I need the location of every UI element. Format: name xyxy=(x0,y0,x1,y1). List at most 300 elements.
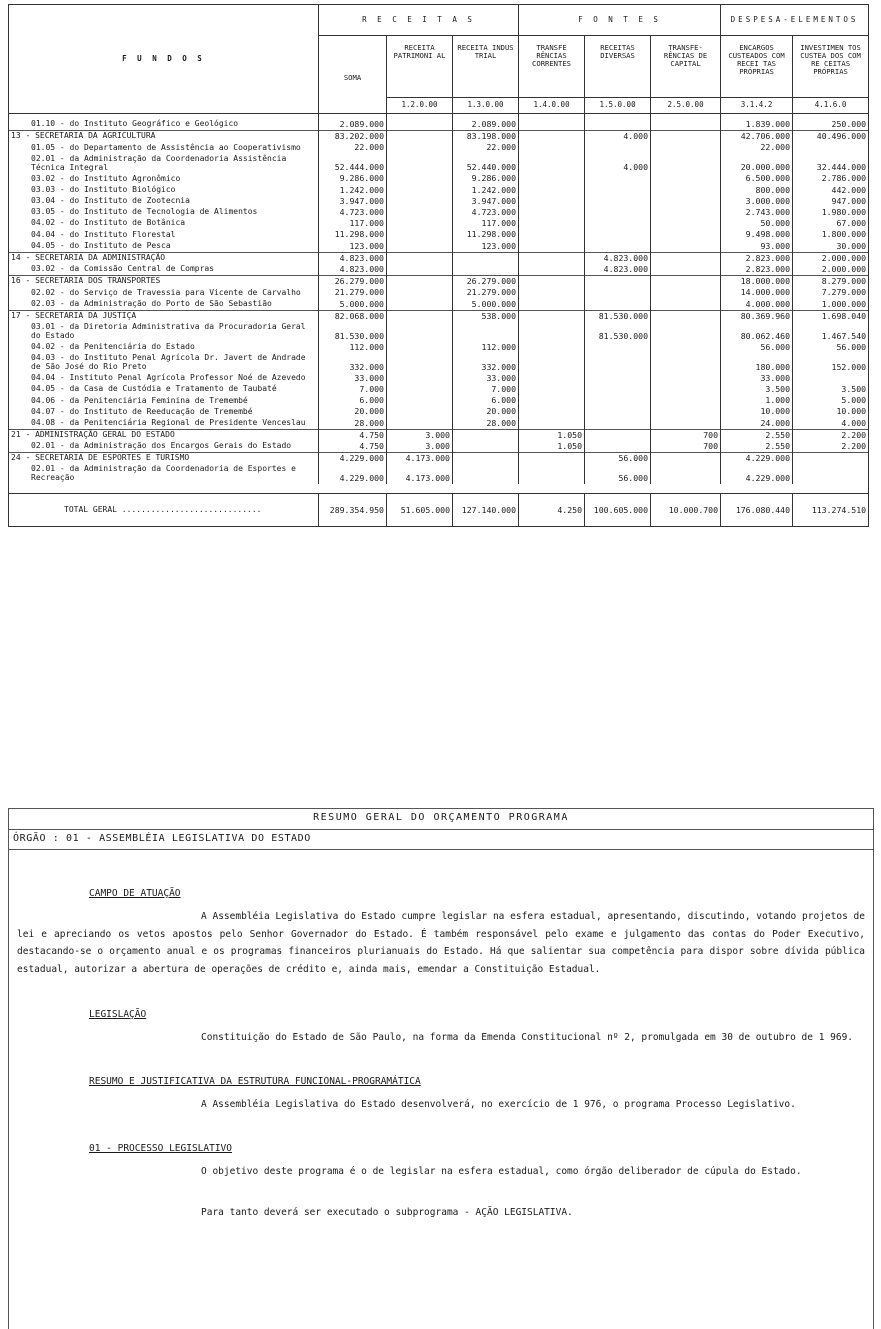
cell-inv: 40.496.000 xyxy=(793,131,869,143)
receitas-header: R E C E I T A S xyxy=(319,5,519,36)
cell-cap xyxy=(651,464,721,484)
cell-div xyxy=(585,173,651,184)
total-diversas: 100.605.000 xyxy=(585,494,651,527)
cell-enc: 24.000 xyxy=(721,418,793,430)
cell-patr xyxy=(387,131,453,143)
cell-soma: 6.000 xyxy=(319,395,387,406)
cell-cap xyxy=(651,207,721,218)
cell-cap xyxy=(651,373,721,384)
cell-soma: 117.000 xyxy=(319,218,387,229)
cell-cap xyxy=(651,342,721,353)
campo-heading: CAMPO DE ATUAÇÃO xyxy=(89,888,181,899)
cell-tc xyxy=(519,322,585,342)
cell-ind: 83.198.000 xyxy=(453,131,519,143)
table-row xyxy=(9,276,869,288)
cell-patr xyxy=(387,310,453,322)
cell-soma: 82.068.000 xyxy=(319,310,387,322)
cell-patr xyxy=(387,395,453,406)
cell-enc: 4.000.000 xyxy=(721,299,793,311)
processo-heading: 01 - PROCESSO LEGISLATIVO xyxy=(89,1143,232,1154)
table-row xyxy=(9,241,869,253)
code-transf-capital: 2.5.0.00 xyxy=(651,98,721,114)
table-row xyxy=(9,207,869,218)
cell-patr: 3.000 xyxy=(387,429,453,441)
cell-ind: 28.000 xyxy=(453,418,519,430)
cell-enc: 2.550 xyxy=(721,441,793,453)
cell-enc: 42.706.000 xyxy=(721,131,793,143)
cell-ind: 123.000 xyxy=(453,241,519,253)
fundo-label: 02.01 - da Administração da Coordenadoria Assistência Técnica Integral xyxy=(9,154,319,174)
cell-tc xyxy=(519,252,585,264)
cell-enc: 3.500 xyxy=(721,384,793,395)
fundo-label: 03.02 - da Comissão Central de Compras xyxy=(9,264,319,276)
total-industrial: 127.140.000 xyxy=(453,494,519,527)
fundos-body xyxy=(9,114,869,527)
cell-inv: 30.000 xyxy=(793,241,869,253)
fundo-label: 03.03 - do Instituto Biológico xyxy=(9,185,319,196)
fundo-label: 03.04 - do Instituto de Zootecnia xyxy=(9,196,319,207)
cell-soma: 81.530.000 xyxy=(319,322,387,342)
cell-inv: 1.698.040 xyxy=(793,310,869,322)
cell-soma: 7.000 xyxy=(319,384,387,395)
cell-cap xyxy=(651,322,721,342)
cell-div: 81.530.000 xyxy=(585,322,651,342)
fontes-header: F O N T E S xyxy=(519,5,721,36)
cell-div xyxy=(585,229,651,240)
cell-div xyxy=(585,196,651,207)
cell-div xyxy=(585,114,651,131)
cell-inv: 67.000 xyxy=(793,218,869,229)
table-row xyxy=(9,131,869,143)
table-row xyxy=(9,429,869,441)
table-row xyxy=(9,299,869,311)
cell-enc: 180.000 xyxy=(721,353,793,373)
code-encargos: 3.1.4.2 xyxy=(721,98,793,114)
cell-div xyxy=(585,418,651,430)
cell-cap xyxy=(651,395,721,406)
total-row xyxy=(9,494,869,527)
fundos-header: F U N D O S xyxy=(9,5,319,114)
cell-div: 56.000 xyxy=(585,453,651,465)
estrutura-paragraph: A Assembléia Legislativa do Estado desenvolverá, no exercício de 1 976, o programa Processo Legislativo. xyxy=(201,1099,796,1110)
cell-enc: 22.000 xyxy=(721,142,793,153)
table-row xyxy=(9,464,869,484)
cell-patr xyxy=(387,154,453,174)
cell-patr xyxy=(387,207,453,218)
cell-patr xyxy=(387,418,453,430)
cell-ind: 332.000 xyxy=(453,353,519,373)
cell-tc xyxy=(519,196,585,207)
cell-patr xyxy=(387,173,453,184)
cell-patr xyxy=(387,264,453,276)
table-row xyxy=(9,229,869,240)
cell-soma: 3.947.000 xyxy=(319,196,387,207)
cell-tc xyxy=(519,185,585,196)
cell-patr: 4.173.000 xyxy=(387,464,453,484)
cell-inv: 1.467.540 xyxy=(793,322,869,342)
cell-soma: 26.279.000 xyxy=(319,276,387,288)
cell-ind xyxy=(453,441,519,453)
divider xyxy=(9,849,873,850)
cell-soma: 1.242.000 xyxy=(319,185,387,196)
cell-div: 4.823.000 xyxy=(585,264,651,276)
fundo-label: 14 - SECRETARIA DA ADMINISTRAÇÃO xyxy=(9,252,319,264)
cell-ind xyxy=(453,322,519,342)
rec-diversas-header: RECEITAS DIVERSAS xyxy=(585,36,651,98)
cell-enc: 800.000 xyxy=(721,185,793,196)
table-row xyxy=(9,252,869,264)
cell-enc: 4.229.000 xyxy=(721,464,793,484)
cell-ind xyxy=(453,429,519,441)
cell-cap xyxy=(651,264,721,276)
cell-soma: 4.723.000 xyxy=(319,207,387,218)
cell-tc xyxy=(519,131,585,143)
cell-patr xyxy=(387,196,453,207)
cell-cap xyxy=(651,196,721,207)
cell-enc: 3.000.000 xyxy=(721,196,793,207)
total-investimentos: 113.274.510 xyxy=(793,494,869,527)
cell-inv: 4.000 xyxy=(793,418,869,430)
cell-tc xyxy=(519,373,585,384)
cell-div: 4.000 xyxy=(585,154,651,174)
cell-ind: 52.440.000 xyxy=(453,154,519,174)
cell-inv: 3.500 xyxy=(793,384,869,395)
cell-soma: 4.823.000 xyxy=(319,252,387,264)
cell-enc: 80.369.960 xyxy=(721,310,793,322)
cell-cap: 700 xyxy=(651,429,721,441)
rec-industrial-header: RECEITA INDUS TRIAL xyxy=(453,36,519,98)
estrutura-heading: RESUMO E JUSTIFICATIVA DA ESTRUTURA FUNCIONAL-PROGRAMÁTICA xyxy=(89,1076,421,1087)
fundo-label: 04.02 - da Penitenciária do Estado xyxy=(9,342,319,353)
cell-inv xyxy=(793,464,869,484)
spacer-row-bottom xyxy=(9,484,869,494)
cell-cap xyxy=(651,218,721,229)
table-row xyxy=(9,342,869,353)
cell-cap xyxy=(651,353,721,373)
cell-inv: 10.000 xyxy=(793,406,869,417)
cell-enc: 50.000 xyxy=(721,218,793,229)
fundo-label: 02.01 - da Administração dos Encargos Gerais do Estado xyxy=(9,441,319,453)
cell-patr xyxy=(387,384,453,395)
cell-div xyxy=(585,299,651,311)
cell-tc xyxy=(519,241,585,253)
cell-ind: 20.000 xyxy=(453,406,519,417)
cell-tc xyxy=(519,287,585,298)
table-row xyxy=(9,196,869,207)
fundo-label: 04.04 - Instituto Penal Agrícola Professor Noé de Azevedo xyxy=(9,373,319,384)
cell-tc xyxy=(519,207,585,218)
cell-ind: 538.000 xyxy=(453,310,519,322)
total-patrimonial: 51.605.000 xyxy=(387,494,453,527)
cell-div xyxy=(585,373,651,384)
fundo-label: 16 - SECRETARIA DOS TRANSPORTES xyxy=(9,276,319,288)
cell-patr xyxy=(387,252,453,264)
cell-cap xyxy=(651,142,721,153)
cell-cap xyxy=(651,406,721,417)
table-row xyxy=(9,395,869,406)
cell-ind: 4.723.000 xyxy=(453,207,519,218)
cell-inv xyxy=(793,142,869,153)
code-diversas: 1.5.0.00 xyxy=(585,98,651,114)
rec-patrimonial-header: RECEITA PATRIMONI AL xyxy=(387,36,453,98)
fundo-label: 21 - ADMINISTRAÇÃO GERAL DO ESTADO xyxy=(9,429,319,441)
table-row xyxy=(9,264,869,276)
cell-soma: 123.000 xyxy=(319,241,387,253)
cell-soma: 4.750 xyxy=(319,441,387,453)
cell-inv: 1.800.000 xyxy=(793,229,869,240)
total-transf-capital: 10.000.700 xyxy=(651,494,721,527)
cell-cap xyxy=(651,384,721,395)
campo-paragraph: A Assembléia Legislativa do Estado cumpre legislar na esfera estadual, apresentando, discutindo, votando projetos de lei e apreciando os vetos apostos pelo Senhor Governador do Estado. É também responsável pelo exame e julgamento das contas do Poder Executivo, destacando-se o orçamento anual e os programas financeiros plurianuais do Estado. Há que salientar sua competência para dispor sobre dívida pública estadual, autorizar a abertura de operações de crédito e, ainda mais, emendar a Constituição Estadual. xyxy=(17,911,865,975)
resumo-geral-section xyxy=(8,808,874,1329)
cell-enc: 1.839.000 xyxy=(721,114,793,131)
cell-inv: 2.200 xyxy=(793,441,869,453)
fundo-label: 04.08 - da Penitenciária Regional de Presidente Venceslau xyxy=(9,418,319,430)
cell-soma: 21.279.000 xyxy=(319,287,387,298)
cell-soma: 9.286.000 xyxy=(319,173,387,184)
cell-inv: 1.000.000 xyxy=(793,299,869,311)
cell-cap xyxy=(651,114,721,131)
cell-patr xyxy=(387,406,453,417)
cell-soma: 20.000 xyxy=(319,406,387,417)
cell-tc xyxy=(519,142,585,153)
table-row xyxy=(9,418,869,430)
cell-soma: 4.750 xyxy=(319,429,387,441)
total-label: TOTAL GERAL ............................. xyxy=(9,494,319,527)
cell-enc: 14.000.000 xyxy=(721,287,793,298)
cell-ind xyxy=(453,264,519,276)
cell-inv: 1.980.000 xyxy=(793,207,869,218)
cell-enc: 1.000 xyxy=(721,395,793,406)
cell-enc: 4.229.000 xyxy=(721,453,793,465)
cell-ind xyxy=(453,252,519,264)
cell-ind: 7.000 xyxy=(453,384,519,395)
cell-soma: 33.000 xyxy=(319,373,387,384)
cell-cap xyxy=(651,185,721,196)
despesa-header: DESPESA-ELEMENTOS xyxy=(721,5,869,36)
cell-tc xyxy=(519,395,585,406)
fundo-label: 01.05 - do Departamento de Assistência ao Cooperativismo xyxy=(9,142,319,153)
cell-ind: 112.000 xyxy=(453,342,519,353)
cell-enc: 2.823.000 xyxy=(721,252,793,264)
cell-div xyxy=(585,342,651,353)
cell-ind: 117.000 xyxy=(453,218,519,229)
processo-paragraph: O objetivo deste programa é o de legislar na esfera estadual, como órgão deliberador de cúpula do Estado. xyxy=(201,1166,802,1177)
resumo-title: RESUMO GERAL DO ORÇAMENTO PROGRAMA xyxy=(313,812,569,823)
cell-inv: 152.000 xyxy=(793,353,869,373)
fundo-label: 13 - SECRETARIA DA AGRICULTURA xyxy=(9,131,319,143)
cell-cap xyxy=(651,299,721,311)
cell-tc xyxy=(519,114,585,131)
cell-ind: 2.089.000 xyxy=(453,114,519,131)
cell-tc xyxy=(519,154,585,174)
legislacao-paragraph: Constituição do Estado de São Paulo, na forma da Emenda Constitucional nº 2, promulgada em 30 de outubro de 1 969. xyxy=(201,1032,854,1043)
cell-tc xyxy=(519,464,585,484)
cell-soma: 332.000 xyxy=(319,353,387,373)
cell-div xyxy=(585,429,651,441)
cell-inv: 2.000.000 xyxy=(793,252,869,264)
cell-cap xyxy=(651,173,721,184)
cell-div: 81.530.000 xyxy=(585,310,651,322)
cell-ind: 1.242.000 xyxy=(453,185,519,196)
cell-patr: 3.000 xyxy=(387,441,453,453)
cell-inv: 2.000.000 xyxy=(793,264,869,276)
fundo-label: 02.03 - da Administração do Porto de São Sebastião xyxy=(9,299,319,311)
cell-ind: 21.279.000 xyxy=(453,287,519,298)
cell-cap xyxy=(651,276,721,288)
fundos-table xyxy=(8,4,869,527)
cell-soma: 4.229.000 xyxy=(319,453,387,465)
table-row xyxy=(9,384,869,395)
table-row xyxy=(9,173,869,184)
fundo-label: 04.07 - do Instituto de Reeducação de Tremembé xyxy=(9,406,319,417)
code-patrimonial: 1.2.0.00 xyxy=(387,98,453,114)
table-row xyxy=(9,142,869,153)
cell-inv: 5.000 xyxy=(793,395,869,406)
cell-ind: 11.298.000 xyxy=(453,229,519,240)
cell-tc xyxy=(519,342,585,353)
cell-inv: 8.279.000 xyxy=(793,276,869,288)
table-row xyxy=(9,310,869,322)
cell-tc xyxy=(519,173,585,184)
cell-div xyxy=(585,207,651,218)
cell-tc: 1.050 xyxy=(519,429,585,441)
total-soma: 289.354.950 xyxy=(319,494,387,527)
cell-soma: 83.202.000 xyxy=(319,131,387,143)
cell-inv xyxy=(793,373,869,384)
cell-div xyxy=(585,406,651,417)
cell-cap xyxy=(651,154,721,174)
cell-ind: 22.000 xyxy=(453,142,519,153)
cell-patr: 4.173.000 xyxy=(387,453,453,465)
cell-tc xyxy=(519,276,585,288)
transf-correntes-header: TRANSFE RÊNCIAS CORRENTES xyxy=(519,36,585,98)
fundo-label: 02.01 - da Administração da Coordenadoria de Esportes e Recreação xyxy=(9,464,319,484)
processo-paragraph-2: Para tanto deverá ser executado o subprograma - AÇÃO LEGISLATIVA. xyxy=(201,1207,573,1218)
fundo-label: 04.04 - do Instituto Florestal xyxy=(9,229,319,240)
fundo-label: 03.01 - da Diretoria Administrativa da Procuradoria Geral do Estado xyxy=(9,322,319,342)
cell-patr xyxy=(387,185,453,196)
cell-tc: 1.050 xyxy=(519,441,585,453)
cell-patr xyxy=(387,299,453,311)
cell-patr xyxy=(387,142,453,153)
cell-ind xyxy=(453,464,519,484)
cell-tc xyxy=(519,406,585,417)
cell-cap xyxy=(651,453,721,465)
cell-ind: 33.000 xyxy=(453,373,519,384)
fundo-label: 04.05 - do Instituto de Pesca xyxy=(9,241,319,253)
fundo-label: 03.02 - do Instituto Agronômico xyxy=(9,173,319,184)
cell-tc xyxy=(519,218,585,229)
cell-enc: 56.000 xyxy=(721,342,793,353)
cell-enc: 18.000.000 xyxy=(721,276,793,288)
cell-soma: 4.823.000 xyxy=(319,264,387,276)
fundo-label: 04.03 - do Instituto Penal Agrícola Dr. Javert de Andrade de São José do Rio Preto xyxy=(9,353,319,373)
fundo-label: 24 - SECRETARIA DE ESPORTES E TURISMO xyxy=(9,453,319,465)
cell-div xyxy=(585,395,651,406)
divider xyxy=(9,829,873,830)
cell-tc xyxy=(519,310,585,322)
cell-soma: 52.444.000 xyxy=(319,154,387,174)
table-row xyxy=(9,353,869,373)
fundo-label: 03.05 - do Instituto de Tecnologia de Alimentos xyxy=(9,207,319,218)
fundo-label: 04.02 - do Instituto de Botânica xyxy=(9,218,319,229)
cell-soma: 2.089.000 xyxy=(319,114,387,131)
cell-soma: 112.000 xyxy=(319,342,387,353)
table-row xyxy=(9,322,869,342)
cell-inv: 250.000 xyxy=(793,114,869,131)
cell-enc: 93.000 xyxy=(721,241,793,253)
orgao-line: ÓRGÃO : 01 - ASSEMBLÉIA LEGISLATIVA DO ESTADO xyxy=(13,833,311,844)
cell-div xyxy=(585,241,651,253)
table-row xyxy=(9,441,869,453)
cell-enc: 9.498.000 xyxy=(721,229,793,240)
cell-inv: 2.200 xyxy=(793,429,869,441)
cell-inv: 56.000 xyxy=(793,342,869,353)
cell-ind xyxy=(453,453,519,465)
table-row xyxy=(9,185,869,196)
cell-patr xyxy=(387,373,453,384)
code-investimentos: 4.1.6.0 xyxy=(793,98,869,114)
table-row xyxy=(9,287,869,298)
cell-div: 4.000 xyxy=(585,131,651,143)
cell-soma: 28.000 xyxy=(319,418,387,430)
cell-tc xyxy=(519,264,585,276)
cell-inv: 442.000 xyxy=(793,185,869,196)
cell-inv: 7.279.000 xyxy=(793,287,869,298)
cell-cap xyxy=(651,287,721,298)
cell-soma: 5.000.000 xyxy=(319,299,387,311)
cell-cap xyxy=(651,229,721,240)
cell-div: 4.823.000 xyxy=(585,252,651,264)
cell-div xyxy=(585,384,651,395)
cell-patr xyxy=(387,229,453,240)
cell-cap: 700 xyxy=(651,441,721,453)
cell-patr xyxy=(387,353,453,373)
cell-div xyxy=(585,287,651,298)
cell-tc xyxy=(519,353,585,373)
investimentos-header: INVESTIMEN TOS CUSTEA DOS COM RE CEITAS PRÓPRIAS xyxy=(793,36,869,98)
cell-div xyxy=(585,142,651,153)
cell-cap xyxy=(651,310,721,322)
cell-cap xyxy=(651,131,721,143)
cell-ind: 26.279.000 xyxy=(453,276,519,288)
cell-tc xyxy=(519,453,585,465)
cell-enc: 2.823.000 xyxy=(721,264,793,276)
table-row xyxy=(9,154,869,174)
code-industrial: 1.3.0.00 xyxy=(453,98,519,114)
fundo-label: 04.06 - da Penitenciária Feminina de Tremembé xyxy=(9,395,319,406)
encargos-header: ENCARGOS CUSTEADOS COM RECEI TAS PRÓPRIAS xyxy=(721,36,793,98)
cell-inv: 947.000 xyxy=(793,196,869,207)
cell-patr xyxy=(387,218,453,229)
cell-enc: 80.062.460 xyxy=(721,322,793,342)
cell-ind: 3.947.000 xyxy=(453,196,519,207)
table-row xyxy=(9,114,869,131)
cell-cap xyxy=(651,241,721,253)
total-encargos: 176.080.440 xyxy=(721,494,793,527)
cell-enc: 2.550 xyxy=(721,429,793,441)
cell-patr xyxy=(387,342,453,353)
cell-soma: 4.229.000 xyxy=(319,464,387,484)
cell-div: 56.000 xyxy=(585,464,651,484)
cell-enc: 33.000 xyxy=(721,373,793,384)
cell-tc xyxy=(519,384,585,395)
cell-enc: 6.500.000 xyxy=(721,173,793,184)
cell-patr xyxy=(387,241,453,253)
cell-div xyxy=(585,185,651,196)
cell-cap xyxy=(651,418,721,430)
